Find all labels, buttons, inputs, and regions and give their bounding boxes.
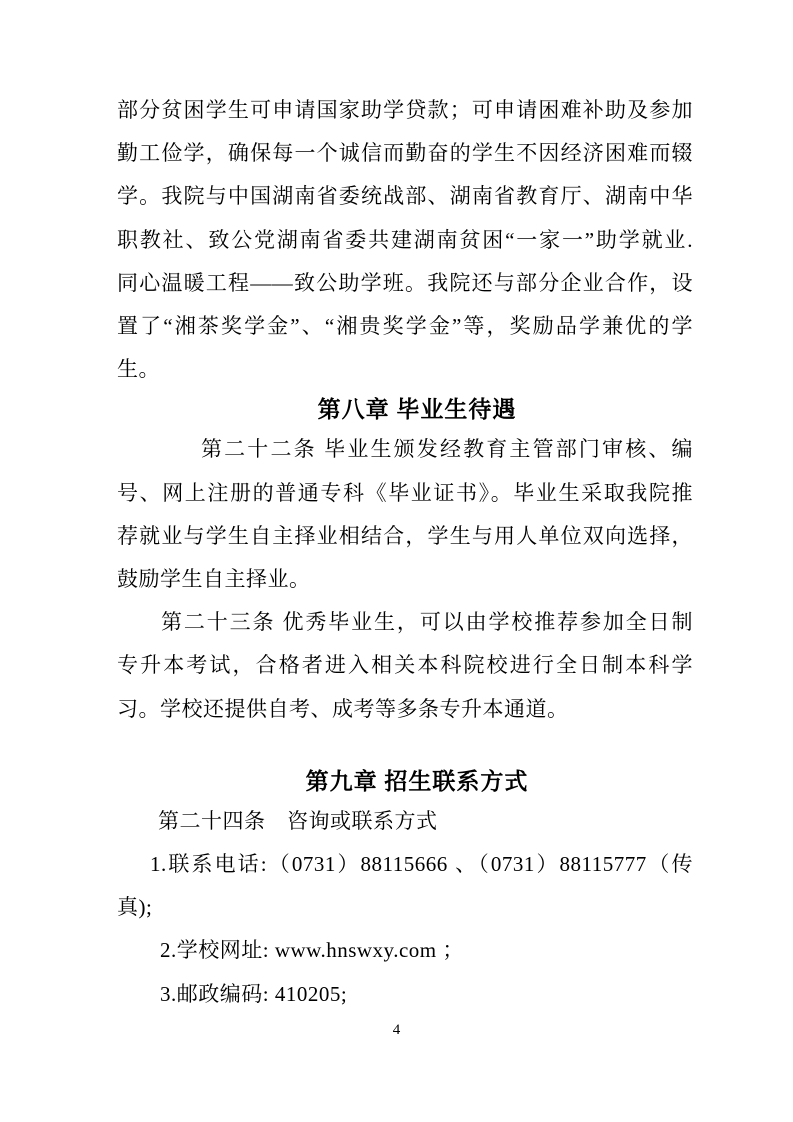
vertical-spacer xyxy=(117,731,693,763)
text-line: 第二十三条 优秀毕业生，可以由学校推荐参加全日制 xyxy=(161,610,693,635)
text-line: 职教社、致公党湖南省委共建湖南贫困“一家一”助学就业. xyxy=(117,227,693,252)
text-line: 第二十二条 毕业生颁发经教育主管部门审核、编 xyxy=(201,437,693,462)
chapter-heading: 第八章 毕业生待遇 xyxy=(317,397,517,423)
text-line: 荐就业与学生自主择业相结合，学生与用人单位双向选择， xyxy=(117,523,693,548)
text-line: 置了“湘茶奖学金”、“湘贵奖学金”等，奖励品学兼优的学 xyxy=(117,314,693,339)
text-line: 2.学校网址: www.hnswxy.com ； xyxy=(160,938,464,963)
text-line: 部分贫困学生可申请国家助学贷款；可申请困难补助及参加 xyxy=(117,98,693,122)
text-line: 同心温暖工程——致公助学班。我院还与部分企业合作，设 xyxy=(117,270,693,295)
text-line: 1.联系电话:（0731）88115666 、（0731）88115777（传 xyxy=(150,852,693,877)
page-number: 4 xyxy=(392,1022,401,1038)
text-line: 勤工俭学，确保每一个诚信而勤奋的学生不因经济困难而辍 xyxy=(117,141,693,166)
text-line: 习。学校还提供自考、成考等多条专升本通道。 xyxy=(117,696,569,721)
text-line: 鼓励学生自主择业。 xyxy=(117,567,311,592)
document-body xyxy=(117,89,693,1016)
text-line: 3.邮政编码: 410205; xyxy=(160,981,348,1006)
text-line: 第二十四条 咨询或联系方式 xyxy=(158,808,438,833)
text-line: 专升本考试，合格者进入相关本科院校进行全日制本科学 xyxy=(117,653,693,678)
text-line: 号、网上注册的普通专科《毕业证书》。毕业生采取我院推 xyxy=(117,480,693,505)
text-line: 真); xyxy=(117,895,153,920)
text-line: 生。 xyxy=(117,357,160,382)
text-line: 学。我院与中国湖南省委统战部、湖南省教育厅、湖南中华 xyxy=(117,184,693,209)
chapter-heading: 第九章 招生联系方式 xyxy=(305,768,529,794)
